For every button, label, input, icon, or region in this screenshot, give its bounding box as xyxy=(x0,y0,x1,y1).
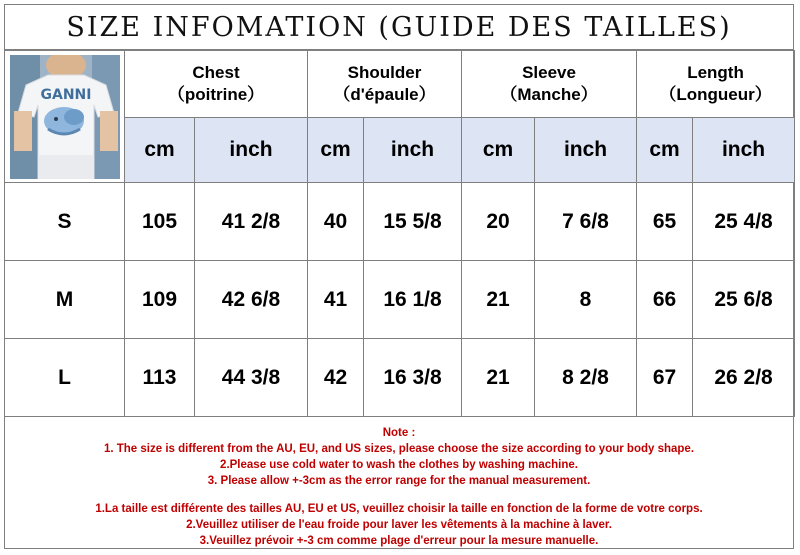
size-label: M xyxy=(5,261,125,339)
table-row xyxy=(5,261,795,339)
shoulder-cm-value: 41 xyxy=(308,261,364,339)
unit-inch-chest: inch xyxy=(195,118,308,183)
unit-inch-sleeve: inch xyxy=(535,118,637,183)
length-cm-value: 65 xyxy=(637,183,693,261)
unit-cm-sleeve: cm xyxy=(462,118,535,183)
shoulder-cm-value: 40 xyxy=(308,183,364,261)
chest-inch-value: 42 6/8 xyxy=(195,261,308,339)
table-row xyxy=(5,339,795,417)
sleeve-cm-value: 21 xyxy=(462,339,535,417)
size-label: S xyxy=(5,183,125,261)
note-line-en-3: 3. Please allow +-3cm as the error range for the manual measurement. xyxy=(207,475,591,487)
shoulder-inch-value: 16 3/8 xyxy=(364,339,462,417)
length-cm-value: 67 xyxy=(637,339,693,417)
chest-cm-value: 109 xyxy=(125,261,195,339)
shoulder-inch-value: 15 5/8 xyxy=(364,183,462,261)
shoulder-subtitle: （d'épaule） xyxy=(333,85,436,104)
length-inch-value: 25 4/8 xyxy=(693,183,795,261)
unit-cm-shoulder: cm xyxy=(308,118,364,183)
note-section xyxy=(4,424,794,549)
unit-cm-length: cm xyxy=(637,118,693,183)
sleeve-inch-value: 7 6/8 xyxy=(535,183,637,261)
note-line-fr-1: 1.La taille est différente des tailles AU, EU et US, veuillez choisir la taille en fonction de la forme de votre corps. xyxy=(95,503,703,515)
product-photo-cell xyxy=(5,51,125,183)
chest-inch-value: 44 3/8 xyxy=(195,339,308,417)
size-table xyxy=(4,50,795,417)
sleeve-inch-value: 8 xyxy=(535,261,637,339)
length-cm-value: 66 xyxy=(637,261,693,339)
length-inch-value: 25 6/8 xyxy=(693,261,795,339)
column-header-length xyxy=(637,51,795,118)
page-title: SIZE INFOMATION (GUIDE DES TAILLES) xyxy=(66,11,732,43)
table-row xyxy=(5,183,795,261)
chest-cm-value: 105 xyxy=(125,183,195,261)
shirt-print-text: GANNI xyxy=(40,86,91,103)
chest-inch-value: 41 2/8 xyxy=(195,183,308,261)
unit-cm-chest: cm xyxy=(125,118,195,183)
note-line-fr-3: 3.Veuillez prévoir +-3 cm comme plage d'erreur pour la mesure manuelle. xyxy=(199,535,599,547)
length-subtitle: （Longueur） xyxy=(659,85,772,104)
chest-title: Chest xyxy=(192,63,240,82)
sleeve-cm-value: 21 xyxy=(462,261,535,339)
tshirt-photo xyxy=(10,55,120,179)
sleeve-subtitle: （Manche） xyxy=(500,85,598,104)
note-spacer xyxy=(4,489,794,501)
note-heading: Note : xyxy=(382,427,416,439)
column-header-shoulder xyxy=(308,51,462,118)
sleeve-title: Sleeve xyxy=(522,63,576,82)
shoulder-cm-value: 42 xyxy=(308,339,364,417)
tshirt-photo-image xyxy=(10,55,120,179)
note-line-en-1: 1. The size is different from the AU, EU, and US sizes, please choose the size according to your body shape. xyxy=(103,443,695,455)
shoulder-title: Shoulder xyxy=(347,63,422,82)
unit-inch-shoulder: inch xyxy=(364,118,462,183)
note-line-en-2: 2.Please use cold water to wash the clothes by washing machine. xyxy=(220,459,578,471)
shoulder-inch-value: 16 1/8 xyxy=(364,261,462,339)
column-header-chest xyxy=(125,51,308,118)
size-label: L xyxy=(5,339,125,417)
sleeve-cm-value: 20 xyxy=(462,183,535,261)
chest-cm-value: 113 xyxy=(125,339,195,417)
sleeve-inch-value: 8 2/8 xyxy=(535,339,637,417)
column-header-sleeve xyxy=(462,51,637,118)
note-line-fr-2: 2.Veuillez utiliser de l'eau froide pour laver les vêtements à la machine à laver. xyxy=(186,519,612,531)
chest-subtitle: （poitrine） xyxy=(167,85,265,104)
unit-inch-length: inch xyxy=(693,118,795,183)
length-title: Length xyxy=(687,63,744,82)
length-inch-value: 26 2/8 xyxy=(693,339,795,417)
